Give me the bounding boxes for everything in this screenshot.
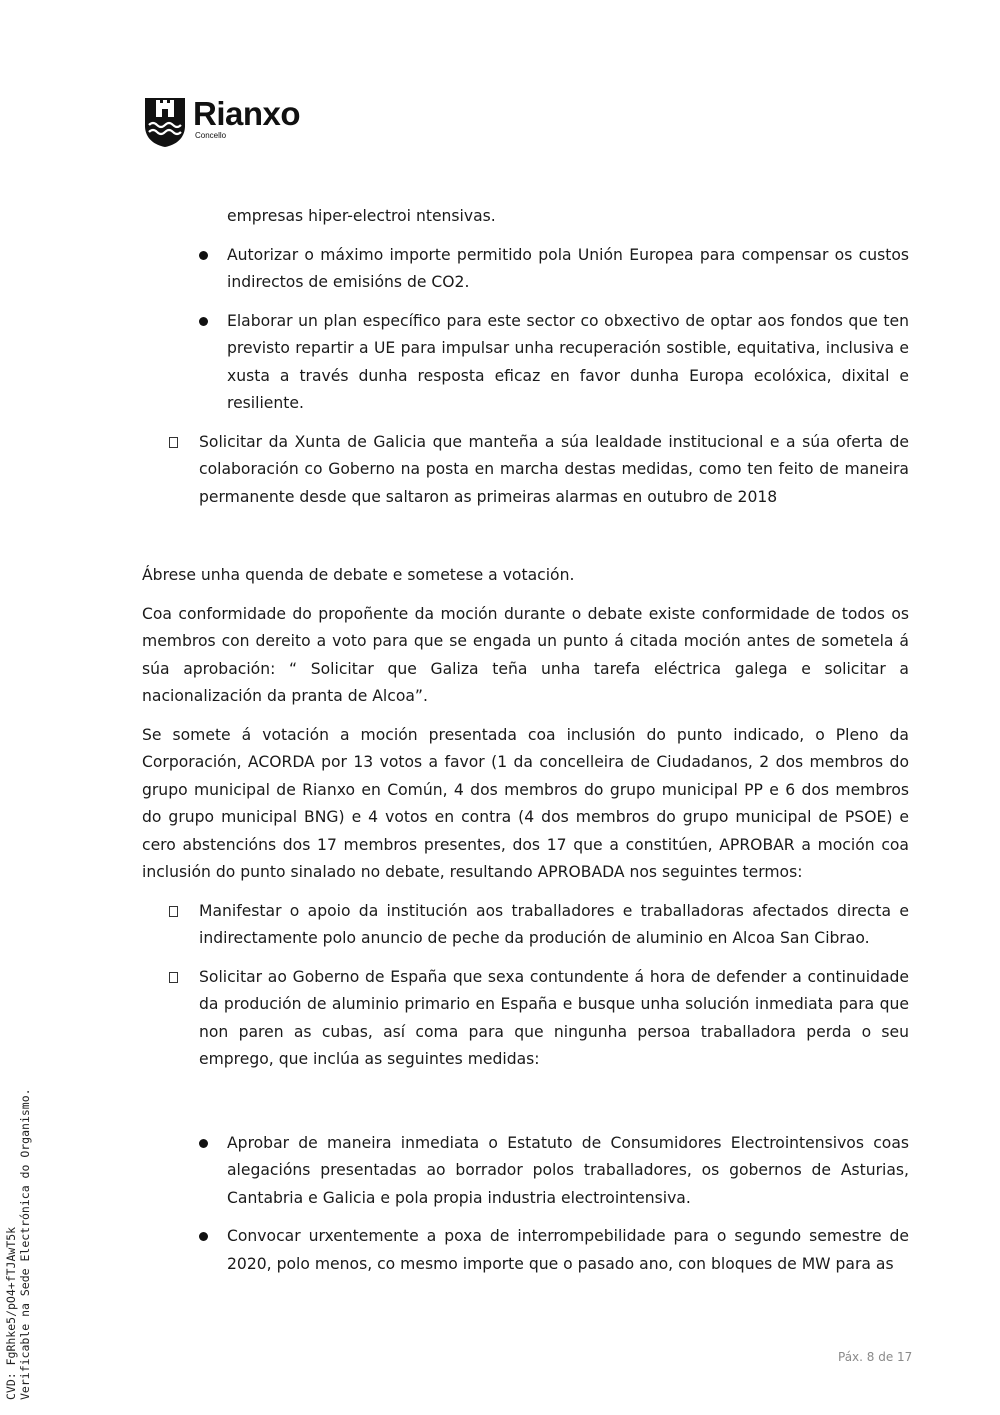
verification-sidebar — [4, 1088, 32, 1400]
bullet-icon — [199, 1232, 208, 1241]
bullet-icon — [199, 1139, 208, 1148]
rianxo-logo — [143, 96, 300, 148]
list-item — [142, 429, 909, 512]
list-item-text: Convocar urxentemente a poxa de interrompebilidade para o segundo semestre de 2020, polo menos, co mesmo importe que o pasado ano, con bloques de MW para as — [227, 1227, 909, 1273]
continuation-line: empresas hiper-electroi ntensivas. — [227, 207, 496, 225]
verification-code: CVD: FgRhke5/pO4+fTJAwT5k — [4, 1226, 18, 1400]
list-item-text: Elaborar un plan específico para este sector co obxectivo de optar aos fondos que ten previsto repartir a UE para impulsar unha recuperación sostible, equitativa, inclusiva e xusta a través dunha resposta eficaz en favor dunha Europa ecolóxica, dixital e resiliente. — [227, 311, 909, 412]
list-item — [142, 898, 909, 953]
list-item — [142, 1223, 909, 1278]
list-item-text: Aprobar de maneira inmediata o Estatuto de Consumidores Electrointensivos coas alegacións presentadas ao borrador polos traballadores, os gobernos de Asturias, Cantabria e Galicia e pola propia industria electrointensiva. — [227, 1133, 909, 1207]
list-item — [142, 242, 909, 297]
list-item-text: Autorizar o máximo importe permitido pola Unión Europea para compensar os custos indirectos de emisións de CO2. — [227, 245, 909, 291]
list-item — [142, 308, 909, 418]
paragraph: Ábrese unha quenda de debate e sometese a votación. — [142, 566, 575, 584]
list-item — [142, 964, 909, 1074]
square-bullet-icon — [169, 906, 178, 917]
list-item — [142, 1130, 909, 1213]
list-item-text: Solicitar ao Goberno de España que sexa contundente á hora de defender a continuidade da produción de aluminio primario en España e busque unha solución inmediata para que non paren as cubas, así coma para que ningunha persoa traballadora perda o seu emprego, que inclúa as seguintes medidas: — [199, 967, 909, 1068]
square-bullet-icon — [169, 972, 178, 983]
bullet-icon — [199, 251, 208, 260]
list-item-text: Manifestar o apoio da institución aos traballadores e traballadoras afectados directa e indirectamente polo anuncio de peche da produción de aluminio en Alcoa San Cibrao. — [199, 901, 909, 947]
logo-name: Rianxo — [193, 95, 301, 132]
page-number: Páx. 8 de 17 — [838, 1350, 913, 1364]
verification-note: Verificable na Sede Electrónica do Organismo. — [18, 1088, 32, 1400]
square-bullet-icon — [169, 437, 178, 448]
list-item-text: Solicitar da Xunta de Galicia que manteña a súa lealdade institucional e a súa oferta de colaboración co Goberno na posta en marcha destas medidas, como ten feito de maneira permanente desde que saltaron as primeiras alarmas en outubro de 2018 — [199, 432, 909, 506]
bullet-icon — [199, 317, 208, 326]
document-body — [142, 203, 909, 1289]
paragraph: Se somete á votación a moción presentada coa inclusión do punto indicado, o Pleno da Corporación, ACORDA por 13 votos a favor (1 da concelleira de Ciudadanos, 2 dos membros do grupo municipal de Rianxo en Común, 4 dos membros do grupo municipal PP e 6 dos membros do grupo municipal BNG) e 4 votos en contra (4 dos membros do grupo municipal de PSOE) e cero abstencións dos 17 membros presentes, dos 17 que a constitúen, APROBAR a moción coa inclusión do punto sinalado no debate, resultando APROBADA nos seguintes termos: — [142, 725, 909, 881]
paragraph: Coa conformidade do propoñente da moción durante o debate existe conformidade de todos os membros con dereito a voto para que se engada un punto á citada moción antes de sometela á súa aprobación: “ Solicitar que Galiza teña unha tarefa eléctrica galega e solicitar a nacionalización da pranta de Alcoa”. — [142, 604, 909, 705]
logo-subtitle: Concello — [195, 131, 227, 140]
shield-icon — [143, 96, 187, 148]
